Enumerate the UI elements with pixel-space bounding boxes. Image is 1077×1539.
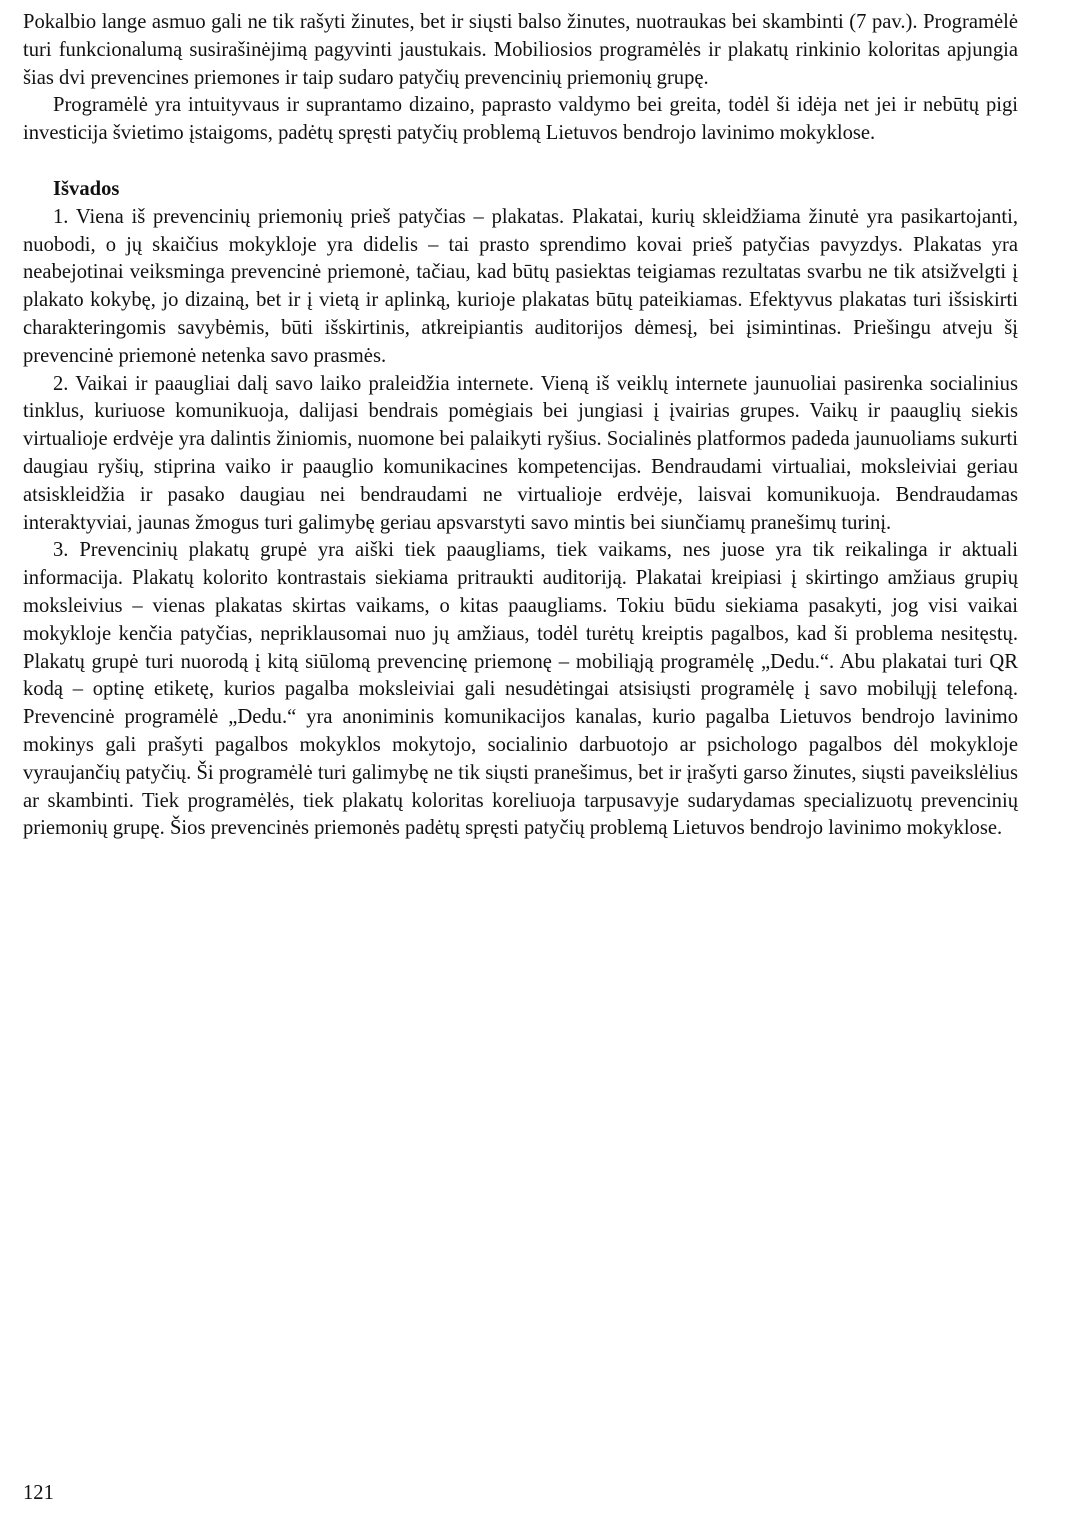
page-number: 121 [23,1482,54,1504]
conclusions-heading: Išvados [53,177,120,200]
intro-paragraph-1: Pokalbio lange asmuo gali ne tik rašyti žinutes, bet ir siųsti balso žinutes, nuotraukas bei skambinti (7 pav.). Programėlė turi funkcionalumą susirašinėjimą pagyvinti jaustukais. Mobiliosios programėlės ir plakatų rinkinio koloritas apjungia šias dvi prevencines priemones ir taip sudaro patyčių prevencinių priemonių grupę. [23,11,1018,89]
intro-paragraph-2: Programėlė yra intuityvaus ir suprantamo dizaino, paprasto valdymo bei greita, todėl ši idėja net jei ir nebūtų pigi investicija švietimo įstaigoms, padėtų spręsti patyčių problemą Lietuvos bendrojo lavinimo mokyklose. [23,94,1018,145]
conclusion-1: 1. Viena iš prevencinių priemonių prieš patyčias – plakatas. Plakatai, kurių skleidžiama žinutė yra pasikartojanti, nuobodi, o jų skaičius mokykloje yra didelis – tai prasto sprendimo kovai prieš patyčias pavyzdys. Plakatas yra neabejotinai veiksminga prevencinė priemonė, tačiau, kad būtų pasiektas teigiamas rezultatas svarbu ne tik atsižvelgti į plakato kokybę, jo dizainą, bet ir į vietą ir aplinką, kurioje plakatas būtų pateikiamas. Efektyvus plakatas turi išsiskirti charakteringomis savybėmis, būti išskirtinis, atkreipiantis auditorijos dėmesį, bei įsimintinas. Priešingu atveju šį prevencinė priemonė netenka savo prasmės. [23,205,1018,367]
document-page [23,9,1018,843]
conclusion-3: 3. Prevencinių plakatų grupė yra aiški tiek paaugliams, tiek vaikams, nes juose yra tik reikalinga ir aktuali informacija. Plakatų kolorito kontrastais siekiama pritraukti auditoriją. Plakatai kreipiasi į skirtingo amžiaus grupių moksleivius – vienas plakatas skirtas vaikams, o kitas paaugliams. Tokiu būdu siekiama pasakyti, jog visi vaikai mokykloje kenčia patyčias, nepriklausomai nuo jų amžiaus, todėl turėtų kreiptis pagalbos, kad ši problema nesitęstų. Plakatų grupė turi nuorodą į kitą siūlomą prevencinę priemonę – mobiliąją programėlę „Dedu.“. Abu plakatai turi QR kodą – optinę etiketę, kurios pagalba moksleiviai gali nesudėtingai atsisiųsti programėlę į savo mobilųjį telefoną. Prevencinė programėlė „Dedu.“ yra anoniminis komunikacijos kanalas, kurio pagalba Lietuvos bendrojo lavinimo mokinys gali prašyti pagalbos mokyklos mokytojo, socialinio darbuotojo ar psichologo pagalbos dėl mokykloje vyraujančių patyčių. Ši programėlė turi galimybę ne tik siųsti pranešimus, bet ir įrašyti garso žinutes, siųsti paveikslėlius ar skambinti. Tiek programėlės, tiek plakatų koloritas koreliuoja tarpusavyje sudarydamas specializuotų prevencinių priemonių grupę. Šios prevencinės priemonės padėtų spręsti patyčių problemą Lietuvos bendrojo lavinimo mokyklose. [23,539,1018,840]
conclusion-2: 2. Vaikai ir paaugliai dalį savo laiko praleidžia internete. Vieną iš veiklų internete jaunuoliai pasirenka socialinius tinklus, kuriuose komunikuoja, dalijasi bendrais pomėgiais bei jungiasi į įvairias grupes. Vaikų ir paauglių siekis virtualioje erdvėje yra dalintis žiniomis, nuomone bei palaikyti ryšius. Socialinės platformos padeda jaunuoliams sukurti daugiau ryšių, stiprina vaiko ir paauglio komunikacines kompetencijas. Bendraudami virtualiai, moksleiviai geriau atsiskleidžia ir pasako daugiau nei bendraudami ne virtualioje erdvėje, laisvai komunikuoja. Bendraudamas interaktyviai, jaunas žmogus turi galimybę geriau apsvarstyti savo mintis bei siunčiamų pranešimų turinį. [23,372,1018,534]
